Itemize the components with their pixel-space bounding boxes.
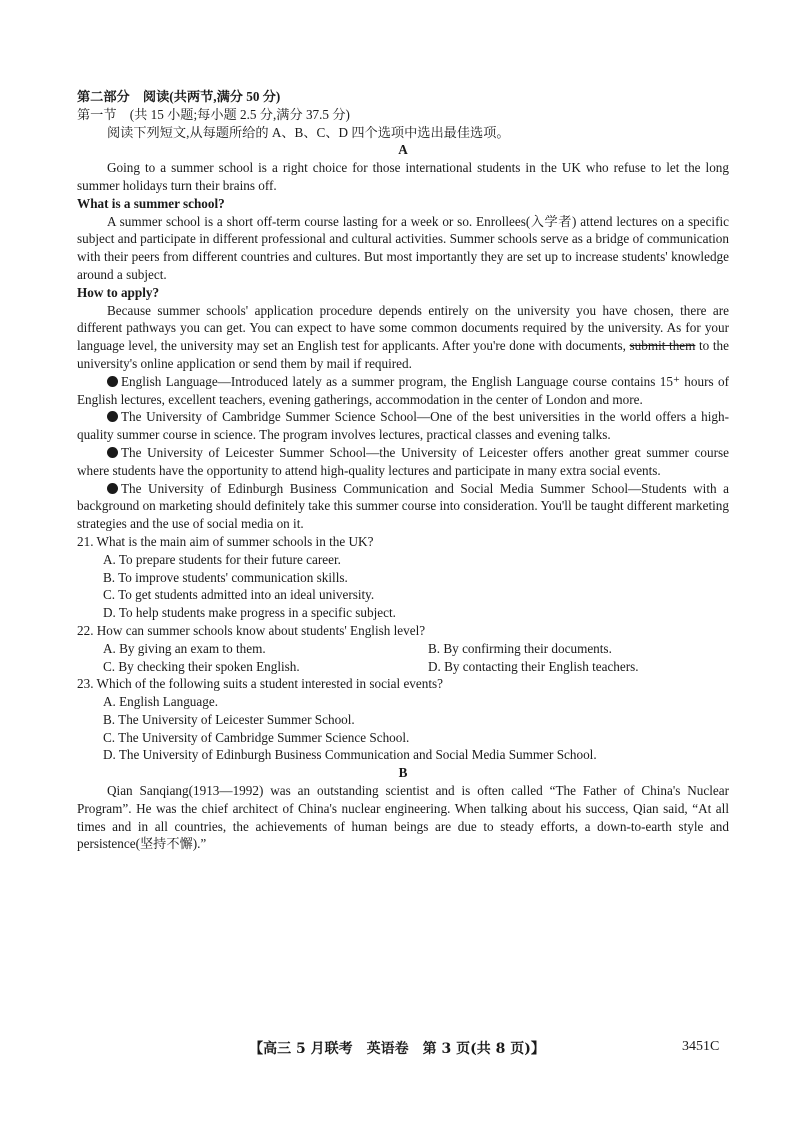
question-23-option-d: D. The University of Edinburgh Business Communication and Social Media Summer School. [103, 747, 597, 763]
para-2-part-1: Because summer schools' application procedure depends entirely on the university you have chosen, there are different pathways you can get. You can expect to have some common documents required by the university. As for your language level, the university may set an English test for applicants. After you're done with documents, [77, 302, 729, 354]
passage-a-para-1: A summer school is a short off-term course lasting for a week or so. Enrollees(入学者) attend lectures on a specific subject and participate in different professional and cultural activities. Summer schools serve as a bridge of communication with their peers from different countries and cultures. But most importantly they are set up to increase students' knowledge around a subject. [77, 213, 729, 282]
question-21-option-b: B. To improve students' communication skills. [103, 569, 348, 585]
question-23-option-b: B. The University of Leicester Summer School. [103, 711, 355, 727]
passage-b-para-1: Qian Sanqiang(1913—1992) was an outstanding scientist and is often called “The Father of China's Nuclear Program”. He was the chief architect of China's nuclear engineering. When talking about his success, Qian said, “At all times and in all countries, the achievements of human beings are due to steady efforts, a down-to-earth style and persistence(坚持不懈).” [77, 783, 729, 852]
part-heading: 第二部分 阅读(共两节,满分 50 分) [77, 89, 281, 104]
question-22-options-row-1 [77, 640, 729, 658]
question-22-options-row-2 [77, 658, 729, 676]
instruction: 阅读下列短文,从每题所给的 A、B、C、D 四个选项中选出最佳选项。 [107, 124, 510, 140]
heading-how-to-apply: How to apply? [77, 284, 160, 300]
bullet-leicester [77, 444, 729, 480]
bullet-dot-icon [107, 483, 118, 494]
struck-text: submit them [629, 338, 696, 354]
bullet-text: The University of Cambridge Summer Science School—One of the best universities in the world offers a high-quality summer course in science. The program involves lectures, practical classes and evening talks. [77, 409, 729, 443]
question-22-option-a: A. By giving an exam to them. [103, 640, 266, 656]
bullet-dot-icon [107, 376, 118, 387]
question-22-option-d: D. By contacting their English teachers. [428, 658, 639, 674]
passage-a-label: A [398, 142, 408, 158]
passage-b-label: B [398, 765, 408, 781]
bullet-text: English Language—Introduced lately as a summer program, the English Language course contains 15⁺ hours of English lectures, excellent teachers, evening gatherings, accommodation in the center of London and more. [77, 373, 729, 407]
question-21-option-d: D. To help students make progress in a specific subject. [103, 605, 396, 621]
bullet-cambridge [77, 408, 729, 444]
bullet-text: The University of Edinburgh Business Communication and Social Media Summer School—Students with a background on marketing should definitely take this summer course into consideration. You'll be taught different marketing strategies and the use of social media on it. [77, 480, 729, 532]
question-23-stem: 23. Which of the following suits a student interested in social events? [77, 676, 443, 692]
exam-page [77, 88, 729, 853]
question-21-stem: 21. What is the main aim of summer schools in the UK? [77, 533, 374, 549]
passage-a-intro: Going to a summer school is a right choice for those international students in the UK who refuse to let the long summer holidays turn their brains off. [77, 160, 729, 193]
question-22-option-b: B. By confirming their documents. [428, 640, 612, 656]
question-21-option-c: C. To get students admitted into an ideal university. [103, 587, 375, 603]
bullet-english-language [77, 373, 729, 409]
para-2-part-2: to the university's online application or send them by mail if required. [77, 338, 729, 371]
question-22-stem: 22. How can summer schools know about students' English level? [77, 622, 426, 638]
bullet-edinburgh [77, 480, 729, 533]
bullet-dot-icon [107, 411, 118, 422]
bullet-text: The University of Leicester Summer School—the University of Leicester offers another great summer course where students have the opportunity to attend high-quality lectures and participate in many extra social events. [77, 444, 729, 478]
section-heading: 第一节 (共 15 小题;每小题 2.5 分,满分 37.5 分) [77, 106, 350, 122]
question-21-option-a: A. To prepare students for their future career. [103, 551, 341, 567]
question-22-option-c: C. By checking their spoken English. [103, 658, 300, 674]
passage-a-para-2 [77, 302, 729, 373]
question-23-option-a: A. English Language. [103, 694, 218, 710]
page-footer: 【高三 5 月联考 英语卷 第 3 页(共 8 页)】 [249, 1041, 545, 1057]
question-23-option-c: C. The University of Cambridge Summer Science School. [103, 729, 410, 745]
exam-code: 3451C [682, 1039, 720, 1054]
heading-what-is: What is a summer school? [77, 195, 225, 211]
bullet-dot-icon [107, 447, 118, 458]
